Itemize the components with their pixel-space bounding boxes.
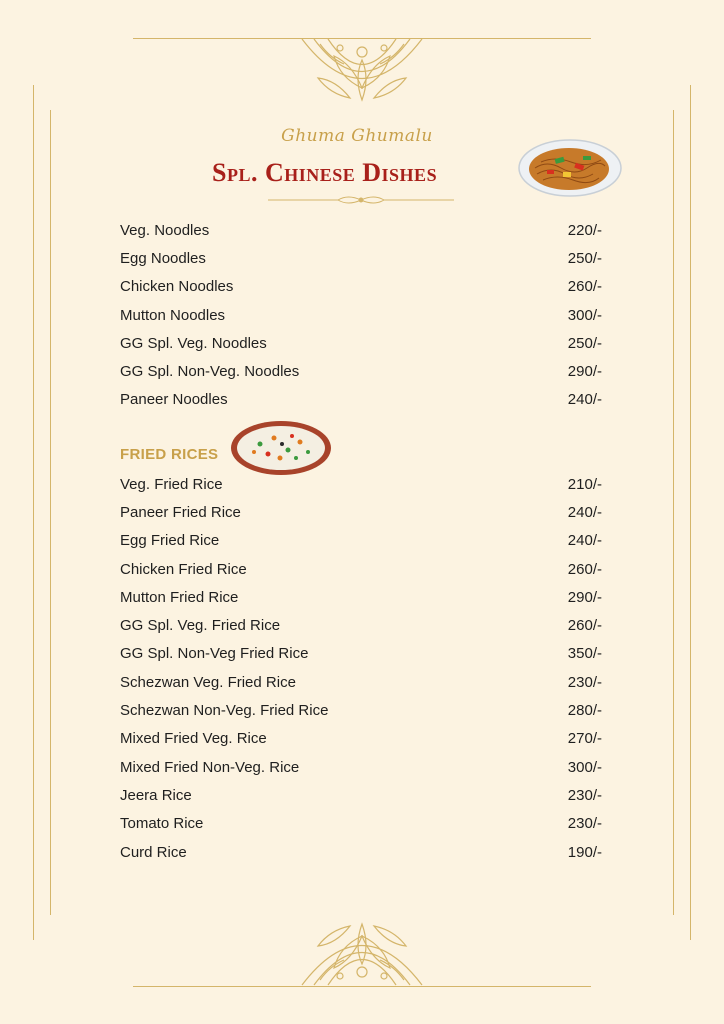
item-name: Chicken Fried Rice: [120, 560, 247, 578]
menu-item: [120, 498, 602, 526]
bottom-mandala-ornament: [300, 920, 424, 986]
menu-item: [120, 583, 602, 611]
menu-item: [120, 668, 602, 696]
item-name: Egg Noodles: [120, 249, 206, 267]
item-name: Jeera Rice: [120, 786, 192, 804]
item-name: Curd Rice: [120, 843, 187, 861]
item-name: Schezwan Non-Veg. Fried Rice: [120, 702, 329, 720]
section-heading-fried-rices: FRIED RICES: [120, 446, 219, 463]
bottom-border-line: [133, 986, 591, 987]
noodles-list: [120, 216, 602, 414]
item-price: 300/-: [567, 306, 602, 324]
item-price: 250/-: [567, 249, 602, 267]
menu-item: [120, 611, 602, 639]
item-price: 260/-: [567, 560, 602, 578]
menu-item: [120, 216, 602, 244]
item-price: 260/-: [567, 278, 602, 296]
menu-item: [120, 696, 602, 724]
right-border-outer: [690, 85, 691, 940]
item-price: 300/-: [567, 758, 602, 776]
menu-item: [120, 640, 602, 668]
item-price: 220/-: [567, 221, 602, 239]
left-border-inner: [50, 110, 51, 915]
item-name: Tomato Rice: [120, 815, 204, 833]
title-divider-flourish: [268, 194, 454, 206]
item-name: GG Spl. Veg. Fried Rice: [120, 617, 281, 635]
right-border-inner: [673, 110, 674, 915]
item-price: 230/-: [567, 786, 602, 804]
item-name: Mixed Fried Non-Veg. Rice: [120, 758, 300, 776]
item-price: 190/-: [567, 843, 602, 861]
menu-item: [120, 753, 602, 781]
page-title: Spl. Chinese Dishes: [212, 158, 438, 187]
menu-item: [120, 386, 602, 414]
menu-item: [120, 810, 602, 838]
menu-item: [120, 838, 602, 866]
item-price: 350/-: [567, 645, 602, 663]
fried-rice-dish-image: [230, 420, 332, 476]
menu-item: [120, 273, 602, 301]
item-price: 240/-: [567, 532, 602, 550]
fried-rice-list: [120, 470, 602, 866]
item-price: 260/-: [567, 617, 602, 635]
item-price: 290/-: [567, 363, 602, 381]
item-price: 240/-: [567, 503, 602, 521]
menu-item: [120, 329, 602, 357]
noodles-dish-image: [517, 138, 623, 198]
item-name: Chicken Noodles: [120, 278, 234, 296]
top-mandala-ornament: [300, 38, 424, 104]
item-price: 270/-: [567, 730, 602, 748]
item-name: Veg. Noodles: [120, 221, 210, 239]
menu-item: [120, 470, 602, 498]
item-name: Mutton Noodles: [120, 306, 226, 324]
left-border-outer: [33, 85, 34, 940]
item-name: Paneer Fried Rice: [120, 503, 241, 521]
item-price: 240/-: [567, 391, 602, 409]
item-name: GG Spl. Non-Veg Fried Rice: [120, 645, 309, 663]
item-price: 280/-: [567, 702, 602, 720]
item-name: Schezwan Veg. Fried Rice: [120, 673, 296, 691]
item-name: Paneer Noodles: [120, 391, 228, 409]
item-name: GG Spl. Non-Veg. Noodles: [120, 363, 300, 381]
menu-item: [120, 301, 602, 329]
item-name: Mixed Fried Veg. Rice: [120, 730, 267, 748]
menu-item: [120, 527, 602, 555]
menu-item: [120, 781, 602, 809]
item-name: Mutton Fried Rice: [120, 588, 239, 606]
brand-name: Ghuma Ghumalu: [281, 126, 433, 146]
item-price: 230/-: [567, 673, 602, 691]
menu-item: [120, 555, 602, 583]
menu-item: [120, 244, 602, 272]
menu-item: [120, 357, 602, 385]
item-price: 250/-: [567, 334, 602, 352]
item-name: GG Spl. Veg. Noodles: [120, 334, 267, 352]
item-price: 210/-: [567, 475, 602, 493]
item-price: 290/-: [567, 588, 602, 606]
item-name: Egg Fried Rice: [120, 532, 220, 550]
item-price: 230/-: [567, 815, 602, 833]
item-name: Veg. Fried Rice: [120, 475, 223, 493]
menu-item: [120, 725, 602, 753]
